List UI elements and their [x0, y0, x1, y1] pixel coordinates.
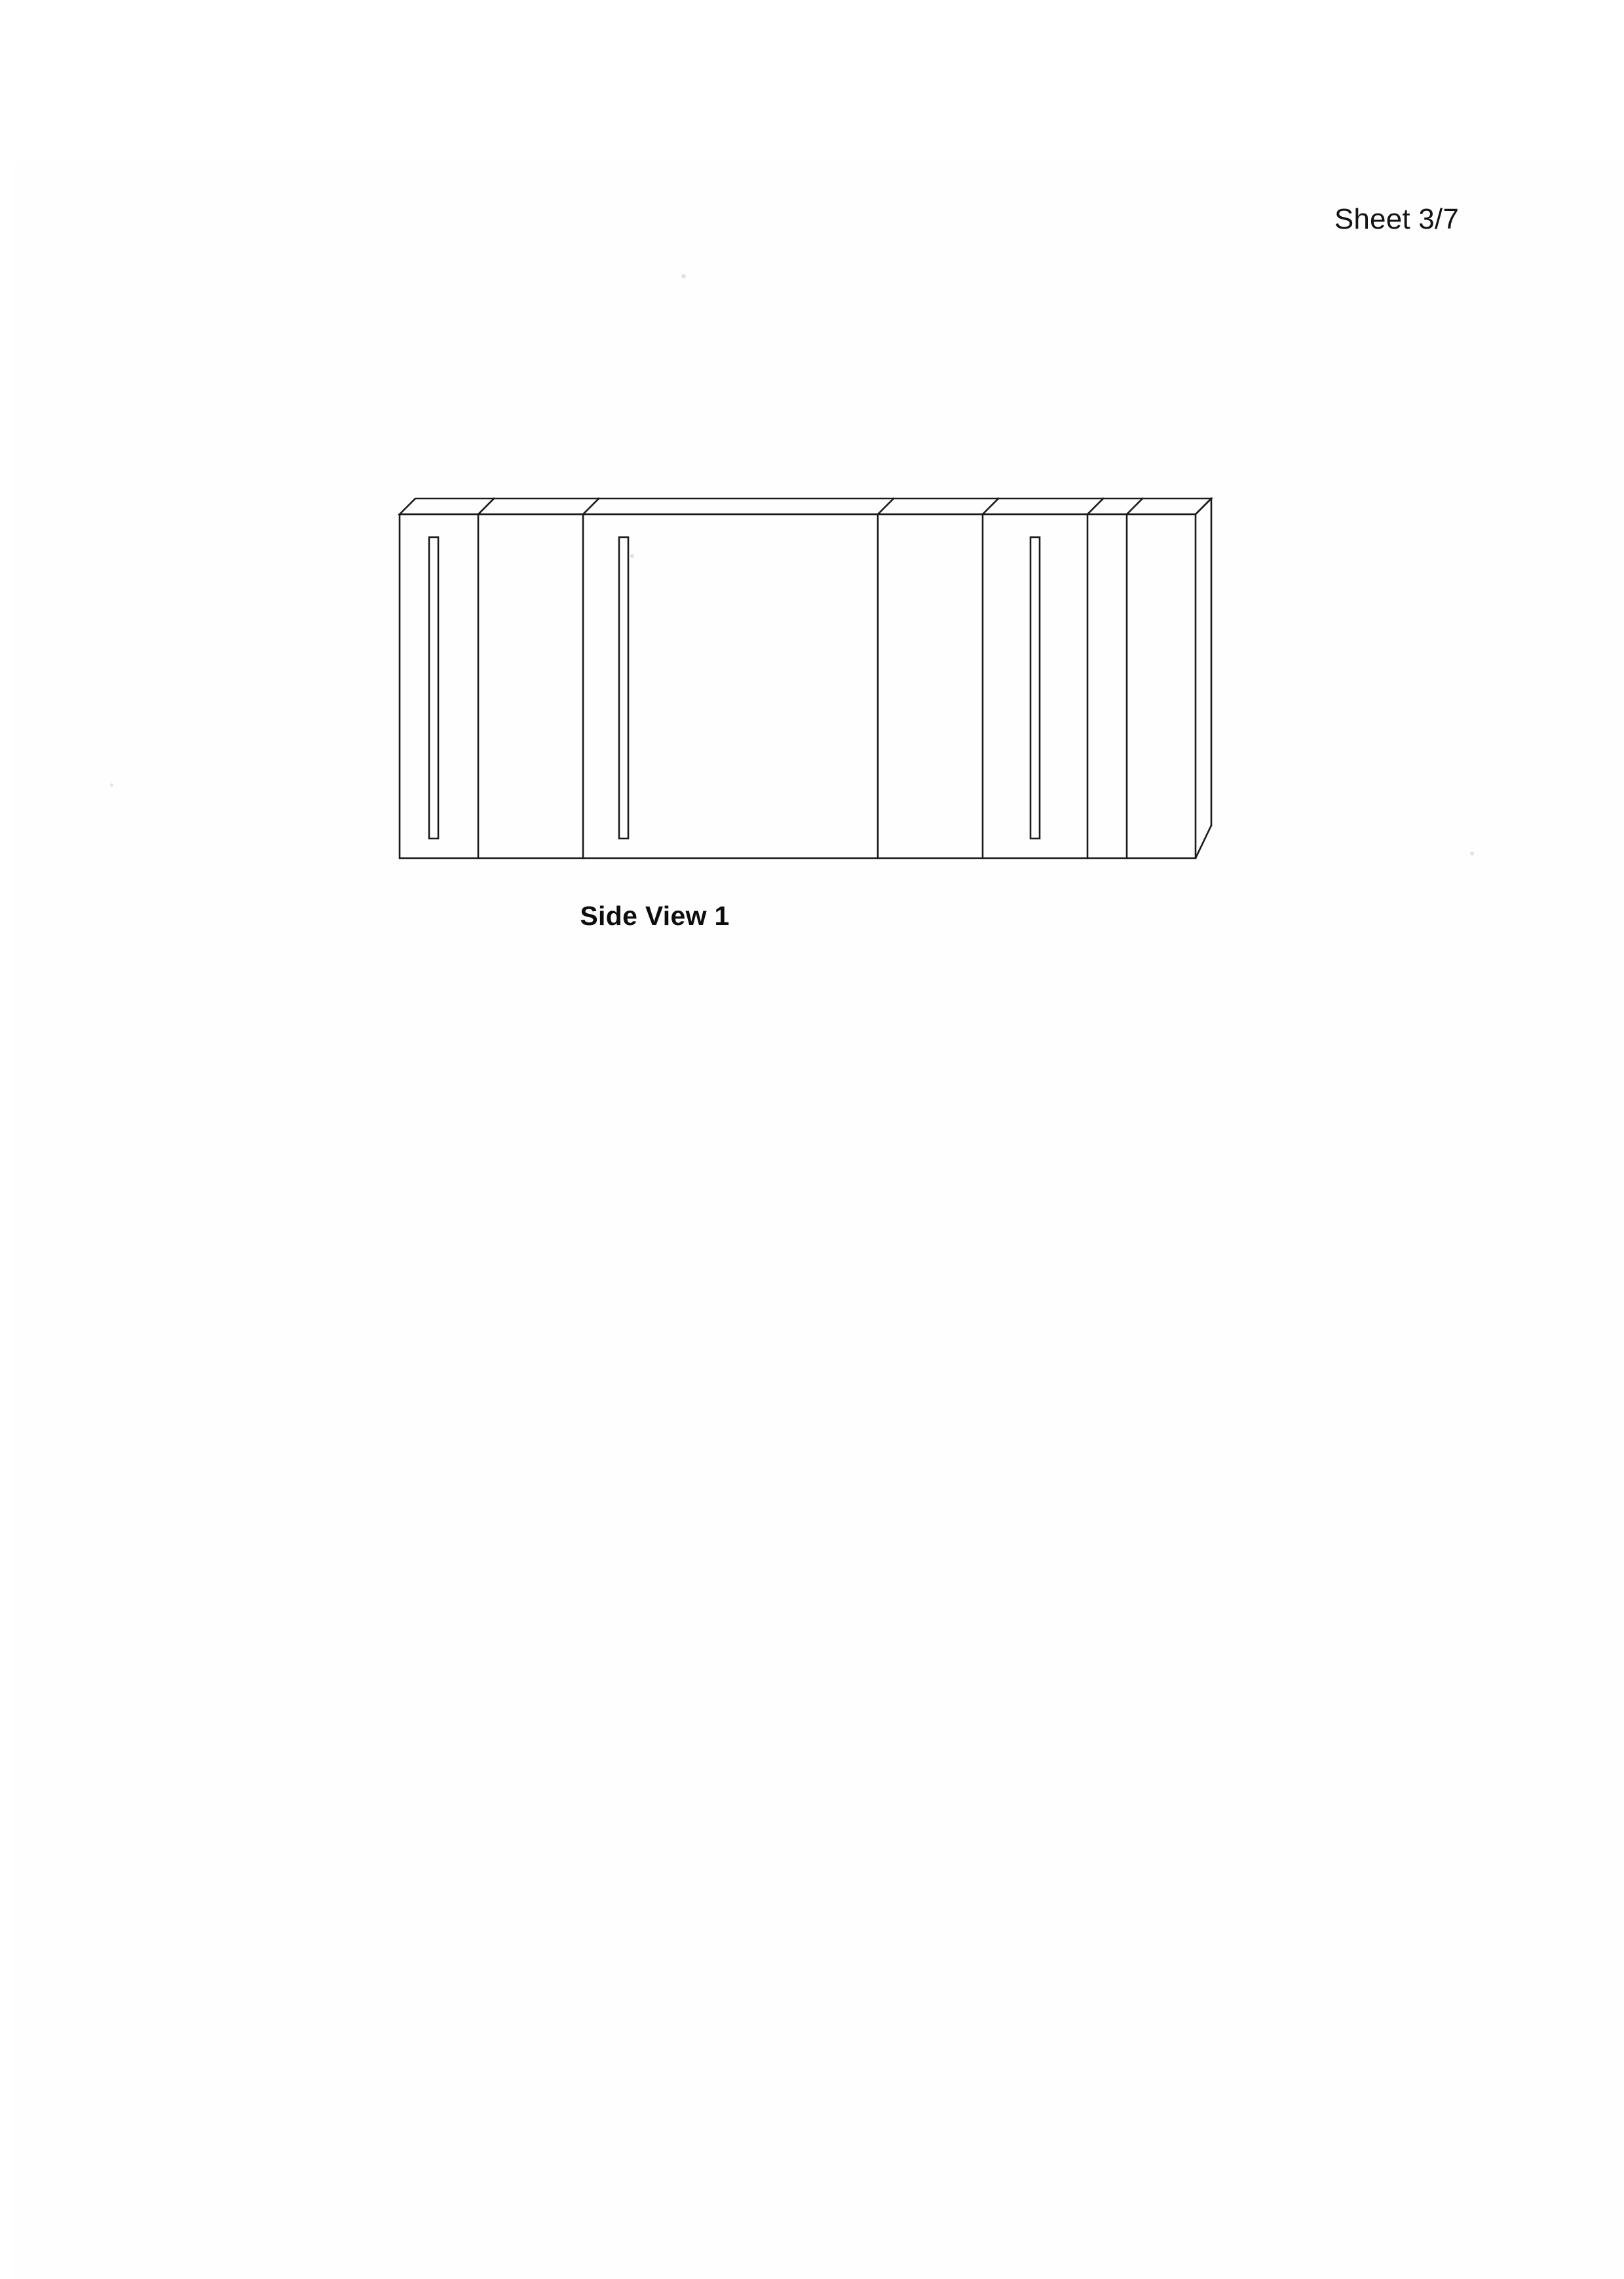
- cabinet-right-bottom-edge: [1196, 825, 1211, 858]
- handle-slot-3: [1030, 537, 1040, 838]
- cabinet-right-back-edge: [1196, 499, 1211, 514]
- handle-slot-1: [429, 537, 438, 838]
- panel-divider-cap-2: [583, 499, 599, 514]
- panel-divider-cap-4: [983, 499, 998, 514]
- scan-speckle: [681, 274, 686, 278]
- cabinet-side-view-drawing: [393, 485, 1245, 943]
- cabinet-front-face: [400, 514, 1196, 858]
- handle-slot-2: [619, 537, 628, 838]
- scan-speckle: [1470, 852, 1474, 856]
- view-caption-text: Side View 1: [580, 901, 730, 931]
- page-left-margin: [0, 0, 12, 2279]
- panel-divider-cap-6: [1127, 499, 1142, 514]
- scan-speckle: [110, 783, 113, 787]
- view-caption: [0, 901, 1624, 932]
- panel-divider-cap-5: [1087, 499, 1103, 514]
- panel-divider-cap-3: [878, 499, 894, 514]
- page-top-margin: [0, 0, 1624, 162]
- cabinet-line-art: [393, 485, 1245, 943]
- panel-divider-cap-1: [478, 499, 494, 514]
- sheet-number-label: Sheet 3/7: [1334, 203, 1459, 235]
